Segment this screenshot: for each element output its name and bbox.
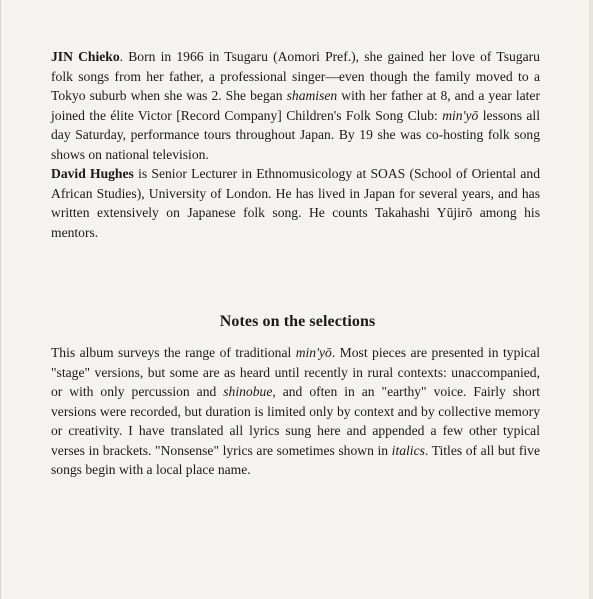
notes-paragraph: This album surveys the range of traditional min'yō. Most pieces are presented in typical "stage" versions, but some are as heard until recently in rural contexts: unaccompanied, or with only percussion and shinobue, and often in an "earthy" voice. Fairly short versions were recorded, but duration is limited only by context and by collective memory or creativity. I have translated all lyrics sung here and appended a few other typical verses in brackets. "Nonsense" lyrics are sometimes shown in italics. Titles of all but five songs begin with a local place name. (51, 345, 541, 477)
bio-name: JIN Chieko (51, 49, 120, 64)
bio-david-hughes: David Hughes is Senior Lecturer in Ethnomusicology at SOAS (School of Oriental and African Studies), University of London. He has lived in Japan for several years, and has written extensively on Japanese folk song. He counts Takahashi Yūjirō among his mentors. (51, 166, 541, 240)
bio-jin-chieko: JIN Chieko. Born in 1966 in Tsugaru (Aomori Pref.), she gained her love of Tsugaru folk songs from her father, a professional singer—even though the family moved to a Tokyo suburb when she was 2. She began shamisen with her father at 8, and a year later joined the élite Victor [Record Company] Children's Folk Song Club: min'yō lessons all day Saturday, performance tours throughout Japan. By 19 she was co-hosting folk song shows on national television. (51, 49, 540, 162)
section-heading: Notes on the selections (219, 313, 376, 330)
bio-name: David Hughes (51, 166, 134, 181)
